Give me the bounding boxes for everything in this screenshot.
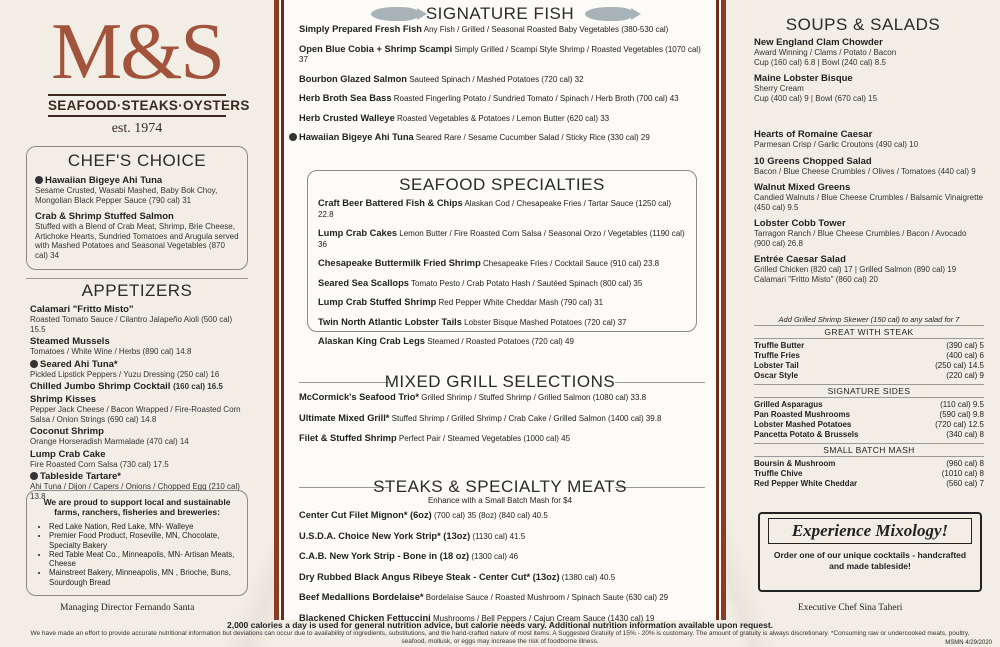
item-desc: Tomato Pesto / Crab Potato Hash / Sautéed Spinach (800 cal) 35: [411, 278, 643, 288]
item-name: Lobster Tail: [754, 361, 799, 370]
menu-item: [318, 258, 686, 270]
item-desc: Roasted Tomato Sauce / Cilantro Jalapeño Aioli (500 cal) 15.5: [30, 315, 233, 334]
appetizer-item: [30, 336, 248, 357]
item-desc: Roasted Vegetables & Potatoes / Lemon Butter (620 cal) 33: [397, 113, 610, 123]
item-price: (590 cal) 9.8: [939, 410, 984, 419]
item-name: Grilled Asparagus: [754, 400, 823, 409]
item-name: Simply Prepared Fresh Fish: [299, 24, 422, 34]
item-name: Lump Crab Cake: [30, 448, 106, 460]
item-name: Open Blue Cobia + Shrimp Scampi: [299, 43, 453, 54]
sides-section: [754, 315, 984, 489]
item-name: Truffle Fries: [754, 351, 800, 360]
item-price: (720 cal) 12.5: [935, 420, 984, 429]
item-desc: (1380 cal) 40.5: [561, 572, 616, 582]
menu-item: [754, 218, 984, 248]
right-column: [738, 0, 1000, 647]
menu-item: [318, 228, 686, 250]
menu-item: [299, 24, 709, 36]
steaks-list: [299, 510, 709, 624]
logo-mark: M&S: [51, 8, 223, 96]
footer: [0, 620, 1000, 645]
list-item: [754, 459, 984, 469]
item-name: Chesapeake Buttermilk Fried Shrimp: [318, 258, 481, 268]
item-price: (220 cal) 9: [946, 371, 984, 380]
appetizer-item: [30, 394, 248, 424]
steaks-title: STEAKS & SPECIALTY MEATS: [373, 477, 627, 496]
list-item: • Red Table Meat Co., Minneapolis, MN- Artisan Meats, Cheese: [49, 550, 237, 569]
menu-item: [754, 73, 984, 103]
menu-item: [318, 278, 686, 290]
sustainable-icon: [35, 176, 43, 184]
item-desc: Grilled Chicken (820 cal) 17 | Grilled Salmon (890 cal) 19: [754, 265, 957, 274]
chefs-item: [35, 211, 239, 260]
item-name: Lobster Cobb Tower: [754, 218, 846, 229]
local-partners-title: We are proud to support local and sustainable farms, ranchers, fisheries and breweries:: [43, 497, 231, 517]
menu-item: [299, 413, 709, 425]
item-name: Herb Crusted Walleye: [299, 112, 395, 123]
item-name: Dry Rubbed Black Angus Ribeye Steak - Center Cut* (13oz): [299, 571, 560, 582]
item-name: Craft Beer Battered Fish & Chips: [318, 198, 463, 208]
item-desc: Seared Rare / Sesame Cucumber Salad / Sticky Rice (330 cal) 29: [415, 133, 650, 142]
appetizer-item: [30, 359, 248, 380]
mixology-text: Order one of our unique cocktails - handcrafted and made tableside!: [773, 550, 967, 571]
item-desc: Stuffed with a Blend of Crab Meat, Shrimp, Brie Cheese, Artichoke Hearts, Sundried Tomatoes and Arugula served with Mashed Potatoes and Seasonal Vegetables (870 cal) 34: [35, 222, 239, 260]
appetizers-section: [26, 278, 248, 503]
item-desc: Lobster Bisque Mashed Potatoes (720 cal) 37: [464, 317, 627, 327]
signature-sides-title: SIGNATURE SIDES: [754, 384, 984, 398]
item-name: Chilled Jumbo Shrimp Cocktail: [30, 381, 171, 392]
menu-item: [318, 297, 686, 309]
item-name: Steamed Mussels: [30, 336, 110, 347]
item-name: Beef Medallions Bordelaise*: [299, 592, 424, 602]
item-name: Truffle Chive: [754, 469, 803, 478]
item-desc: Fire Roasted Corn Salsa (730 cal) 17.5: [30, 459, 169, 469]
item-desc: Mushrooms / Bell Peppers / Cajun Cream Sauce (1430 cal) 19: [432, 613, 655, 623]
sustainable-icon: [30, 472, 38, 480]
menu-item: [299, 113, 709, 125]
item-desc: Bacon / Blue Cheese Crumbles / Olives / Tomatoes (440 cal) 9: [754, 166, 976, 176]
menu-item: [299, 93, 709, 105]
chefs-choice-title: CHEF'S CHOICE: [67, 151, 207, 170]
item-desc: Pickled Lipstick Peppers / Yuzu Dressing (250 cal) 16: [30, 369, 220, 379]
appetizer-item: [30, 426, 248, 447]
item-desc: Simply Grilled / Scampi Style Shrimp / Roasted Vegetables (1070 cal) 37: [299, 44, 701, 64]
menu-item: [299, 572, 709, 584]
item-name: Seared Ahi Tuna*: [40, 358, 118, 370]
item-desc: Calamari "Fritto Misto" (860 cal) 20: [754, 274, 878, 284]
item-name: Tableside Tartare*: [40, 471, 121, 482]
item-price: (400 cal) 6: [946, 351, 984, 360]
menu-item: [754, 182, 984, 212]
menu-item: [299, 44, 709, 66]
logo-established: est. 1974: [111, 121, 163, 136]
list-item: [754, 479, 984, 489]
item-price: (340 cal) 8: [946, 430, 984, 439]
item-desc: Bordelaise Sauce / Roasted Mushroom / Spinach Saute (630 cal) 29: [425, 593, 669, 602]
sustainable-icon: [30, 360, 38, 368]
item-name: Maine Lobster Bisque: [754, 73, 853, 84]
menu-item: [299, 392, 709, 404]
item-desc: Red Pepper White Cheddar Mash (790 cal) 31: [438, 298, 604, 307]
item-desc: Steamed / Roasted Potatoes (720 cal) 49: [427, 337, 574, 346]
list-item: • Premier Food Product, Roseville, MN, Chocolate, Specialty Bakery: [49, 531, 237, 550]
item-price: (560 cal) 7: [946, 479, 984, 488]
soups-title: SOUPS & SALADS: [785, 15, 941, 34]
appetizers-list: [26, 304, 248, 501]
item-desc: Award Winning / Clams / Potato / Bacon: [754, 48, 897, 57]
item-name: Herb Broth Sea Bass: [299, 93, 392, 103]
sustainable-icon: [289, 133, 297, 141]
menu-item: [754, 254, 984, 284]
item-desc: Stuffed Shrimp / Grilled Shrimp / Crab Cake / Grilled Salmon (1400 cal) 39.8: [391, 413, 662, 423]
item-name: Shrimp Kisses: [30, 394, 96, 405]
item-desc: Tarragon Ranch / Blue Cheese Crumbles / Bacon / Avocado (900 cal) 26.8: [754, 229, 967, 248]
item-name: New England Clam Chowder: [754, 37, 883, 48]
item-price: (1010 cal) 8: [941, 469, 984, 478]
managing-director: Managing Director Fernando Santa: [60, 603, 195, 613]
list-item: • Red Lake Nation, Red Lake, MN- Walleye: [49, 522, 237, 531]
appetizer-item: [30, 381, 248, 392]
mixology-title: Experience Mixology!: [768, 518, 972, 544]
list-item: [754, 341, 984, 351]
item-desc: Alaskan Cod / Chesapeake Fries / Tartar Sauce (1250 cal) 22.8: [318, 199, 672, 219]
item-name: Pan Roasted Mushrooms: [754, 410, 851, 419]
item-name: Blackened Chicken Fettuccini: [299, 612, 431, 623]
item-name: Walnut Mixed Greens: [754, 182, 851, 193]
item-name: U.S.D.A. Choice New York Strip* (13oz): [299, 530, 471, 541]
list-item: [754, 469, 984, 479]
list-item: [754, 430, 984, 440]
signature-fish-list: [299, 24, 709, 144]
item-name: Center Cut Filet Mignon* (6oz): [299, 510, 432, 520]
item-desc: Roasted Fingerling Potato / Sundried Tomato / Spinach / Herb Broth (700 cal) 43: [393, 94, 679, 103]
center-column: [274, 0, 726, 623]
appetizers-title: APPETIZERS: [26, 278, 248, 301]
local-partners-box: [26, 490, 248, 596]
executive-chef: Executive Chef Sina Taheri: [798, 603, 903, 613]
item-price: (110 cal) 9.5: [940, 400, 984, 409]
mixed-grill-title: MIXED GRILL SELECTIONS: [384, 372, 616, 391]
menu-item: [318, 336, 686, 348]
item-name: Ultimate Mixed Grill*: [299, 412, 390, 423]
logo-tagline: SEAFOOD·STEAKS·OYSTERS: [48, 94, 226, 117]
item-name: McCormick's Seafood Trio*: [299, 392, 420, 402]
item-desc: Pepper Jack Cheese / Bacon Wrapped / Fire-Roasted Corn Salsa / Onion Strings (690 cal) 14.8: [30, 405, 241, 424]
menu-code: MSMN 4/29/2020: [945, 640, 992, 646]
item-desc: Grilled Shrimp / Stuffed Shrimp / Grilled Salmon (1080 cal) 33.8: [421, 393, 647, 402]
item-desc: Sherry Cream: [754, 84, 804, 93]
small-batch-title: SMALL BATCH MASH: [754, 443, 984, 457]
item-name: Crab & Shrimp Stuffed Salmon: [35, 211, 174, 222]
list-item: • Mainstreet Bakery, Minneapolis, MN , Brioche, Buns, Sourdough Bread: [49, 568, 237, 587]
list-item: [754, 420, 984, 430]
item-desc: Sesame Crusted, Wasabi Mashed, Baby Bok Choy, Mongolian Black Pepper Sauce (790 cal) 31: [35, 186, 218, 205]
item-desc: Ahi Tuna / Dijon / Capers / Onions / Chopped Egg (210 cal) 13.8: [30, 482, 240, 501]
item-price: (250 cal) 14.5: [935, 361, 984, 370]
local-partners-list: [37, 522, 237, 587]
item-desc: (1130 cal) 41.5: [472, 531, 526, 541]
item-desc: Any Fish / Grilled / Seasonal Roasted Baby Vegetables (380-530 cal): [423, 25, 669, 34]
item-desc: Candied Walnuts / Blue Cheese Crumbles / Balsamic Vinaigrette (450 cal) 9.5: [754, 193, 983, 212]
appetizer-item: [30, 449, 248, 470]
menu-item: [299, 592, 709, 604]
item-desc: Perfect Pair / Steamed Vegetables (1000 cal) 45: [398, 434, 571, 443]
item-desc: Sauteed Spinach / Mashed Potatoes (720 cal) 32: [409, 74, 584, 84]
left-column: [0, 0, 262, 647]
item-desc: Chesapeake Fries / Cocktail Sauce (910 cal) 23.8: [482, 259, 660, 268]
chefs-choice-box: [26, 146, 248, 270]
salad-add-note: Add Grilled Shrimp Skewer (150 cal) to any salad for 7: [778, 315, 960, 324]
calorie-notice: 2,000 calories a day is used for general nutrition advice, but calorie needs vary. Additional nutrition information available upon request.: [226, 620, 774, 630]
item-desc: Parmesan Crisp / Garlic Croutons (490 cal) 10: [754, 140, 919, 149]
item-name: Entrée Caesar Salad: [754, 254, 846, 265]
menu-item: [299, 510, 709, 522]
menu-item: [754, 129, 984, 150]
disclaimer: We have made an effort to provide accurate nutritional information but deviations can occur due to availability of ingredients, substitutions, and the hand-crafted nature of most items. A Suggested Gratuity of 15% - 20% is customary. The amount of gratuity is always discretionary. *Consuming raw or undercooked meats, poultry, seafood, mollusk, or eggs may increase the risk of foodborne illness.: [30, 630, 970, 645]
item-name: Seared Sea Scallops: [318, 277, 409, 288]
item-name: Calamari "Fritto Misto": [30, 304, 134, 315]
item-name: Boursin & Mushroom: [754, 459, 836, 468]
menu-item: [299, 433, 709, 445]
mixed-grill-list: [299, 392, 709, 445]
item-name: Bourbon Glazed Salmon: [299, 73, 407, 84]
item-name: Lobster Mashed Potatoes: [754, 420, 852, 429]
steaks-subtitle: Enhance with a Small Batch Mash for $4: [427, 496, 573, 505]
item-name: Oscar Style: [754, 371, 799, 380]
chefs-item: [35, 175, 239, 205]
item-name: Coconut Shrimp: [30, 426, 104, 437]
item-name: Hawaiian Bigeye Ahi Tuna: [45, 175, 163, 186]
list-item: [754, 351, 984, 361]
seafood-specialties-title: SEAFOOD SPECIALTIES: [399, 175, 605, 194]
seafood-specialties-box: [307, 170, 697, 346]
restaurant-logo: [48, 8, 250, 137]
item-name: C.A.B. New York Strip - Bone in (18 oz): [299, 551, 470, 561]
item-name: 10 Greens Chopped Salad: [754, 155, 872, 167]
list-item: [754, 371, 984, 381]
item-desc: (1300 cal) 46: [471, 552, 519, 561]
item-price: Cup (160 cal) 6.8 | Bowl (240 cal) 8.5: [754, 57, 886, 67]
item-desc: (700 cal) 35 (8oz) (840 cal) 40.5: [433, 511, 548, 520]
mixology-box: [758, 512, 982, 592]
item-name: Red Pepper White Cheddar: [754, 479, 858, 488]
menu-item: [299, 551, 709, 563]
item-desc: Tomatoes / White Wine / Herbs (890 cal) 14.8: [30, 347, 192, 356]
item-name: Lump Crab Stuffed Shrimp: [318, 297, 437, 307]
menu-item: [299, 531, 709, 543]
menu-item: [754, 37, 984, 67]
menu-item: [318, 198, 686, 220]
item-name: Pancetta Potato & Brussels: [754, 430, 859, 439]
item-name: Twin North Atlantic Lobster Tails: [318, 316, 462, 327]
menu-item: [289, 132, 709, 144]
list-item: [754, 410, 984, 420]
menu-item: [754, 156, 984, 177]
appetizer-item: [30, 304, 248, 334]
item-price: (960 cal) 8: [946, 459, 984, 468]
item-desc: Orange Horseradish Marmalade (470 cal) 14: [30, 437, 189, 446]
signature-fish-title: SIGNATURE FISH: [425, 4, 575, 23]
item-desc: Lemon Butter / Fire Roasted Corn Salsa / Seasonal Orzo / Vegetables (1190 cal) 36: [318, 229, 685, 249]
item-name: Alaskan King Crab Legs: [318, 336, 425, 346]
menu-item: [299, 74, 709, 86]
item-name: Lump Crab Cakes: [318, 228, 398, 238]
list-item: [754, 361, 984, 371]
item-price: (390 cal) 5: [946, 341, 984, 350]
soups-list: [754, 37, 984, 286]
item-name: Filet & Stuffed Shrimp: [299, 433, 397, 443]
item-price: Cup (400 cal) 9 | Bowl (670 cal) 15: [754, 93, 878, 103]
item-name: Hearts of Romaine Caesar: [754, 129, 873, 140]
great-with-steak-title: GREAT WITH STEAK: [754, 325, 984, 339]
item-name: Hawaiian Bigeye Ahi Tuna: [299, 132, 414, 142]
list-item: [754, 400, 984, 410]
item-name: Truffle Butter: [754, 341, 805, 350]
item-desc: (160 cal) 16.5: [173, 382, 223, 391]
menu-item: [318, 317, 686, 329]
